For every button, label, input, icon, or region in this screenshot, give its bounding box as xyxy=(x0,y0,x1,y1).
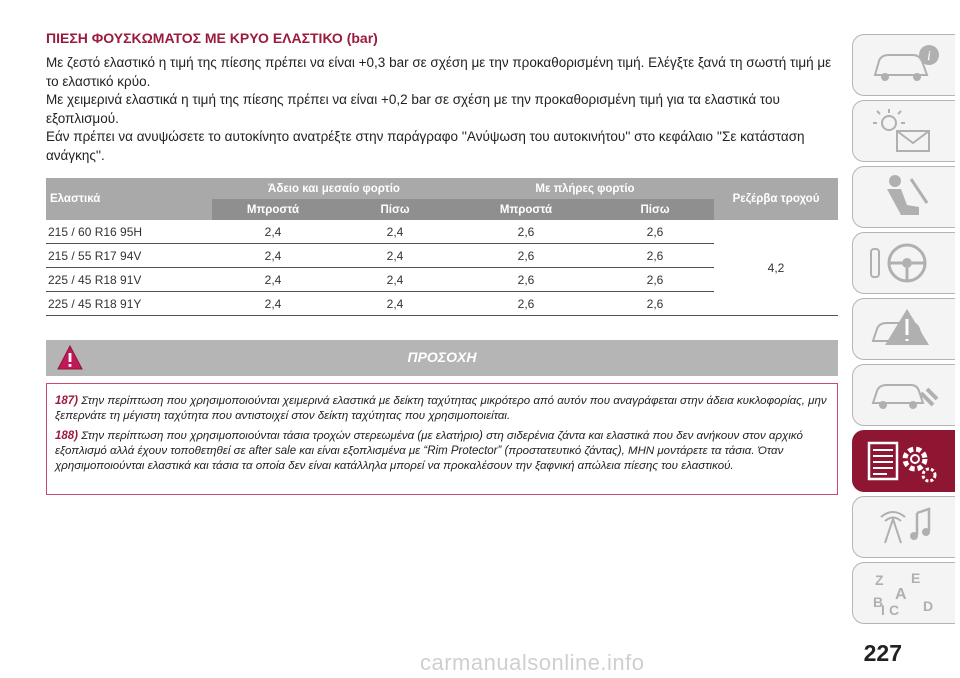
tire-pressure-table xyxy=(46,178,838,316)
pressure-full-front: 2,6 xyxy=(456,244,596,268)
steering-wheel-icon xyxy=(867,239,941,287)
svg-text:C: C xyxy=(889,602,900,617)
sidebar-tab-warning-lights[interactable] xyxy=(852,100,955,162)
svg-text:E: E xyxy=(911,570,921,586)
header-spare-wheel: Ρεζέρβα τροχού xyxy=(714,178,838,220)
svg-text:Z: Z xyxy=(875,572,884,588)
warning-title: ΠΡΟΣΟΧΗ xyxy=(407,349,477,365)
pressure-full-rear: 2,6 xyxy=(596,268,714,292)
warning-header xyxy=(46,340,838,376)
pressure-empty-front: 2,4 xyxy=(212,292,334,316)
sidebar-tab-maintenance[interactable] xyxy=(852,364,955,426)
pressure-empty-front: 2,4 xyxy=(212,220,334,244)
svg-text:I: I xyxy=(881,602,885,617)
car-info-icon xyxy=(867,41,941,89)
watermark: carmanualsonline.info xyxy=(420,650,645,675)
svg-text:B: B xyxy=(873,594,884,610)
pressure-full-rear: 2,6 xyxy=(596,220,714,244)
header-empty-front: Μπροστά xyxy=(212,199,334,220)
warning-note-187 xyxy=(55,394,829,424)
seat-safety-icon xyxy=(867,173,941,221)
header-empty-rear: Πίσω xyxy=(334,199,456,220)
tire-size: 215 / 60 R16 95H xyxy=(46,220,212,244)
sidebar-tab-driving[interactable] xyxy=(852,232,955,294)
sidebar-tab-technical-data[interactable] xyxy=(852,430,955,492)
pressure-empty-rear: 2,4 xyxy=(334,220,456,244)
note-number: 187) xyxy=(55,395,79,407)
paragraph-hot-tire: Με ζεστό ελαστικό η τιμή της πίεσης πρέπει να είναι +0,3 bar σε σχέση με την προκαθορισμένη τιμή. Ελέγξτε ξανά τη σωστή τιμή με το ελαστικό κρύο. xyxy=(46,55,832,89)
car-maintenance-icon xyxy=(867,371,941,419)
header-empty-load: Άδειο και μεσαίο φορτίο xyxy=(212,178,456,199)
sidebar-tab-car-info[interactable] xyxy=(852,34,955,96)
note-number: 188) xyxy=(55,430,79,442)
pressure-full-rear: 2,6 xyxy=(596,292,714,316)
page-heading: ΠΙΕΣΗ ΦΟΥΣΚΩΜΑΤΟΣ ΜΕ ΚΡΥΟ ΕΛΑΣΤΙΚΟ (bar) xyxy=(46,30,378,46)
multimedia-icon xyxy=(867,503,941,551)
page-number: 227 xyxy=(863,640,902,666)
pressure-empty-rear: 2,4 xyxy=(334,292,456,316)
spare-wheel-pressure: 4,2 xyxy=(714,220,838,316)
header-tires: Ελαστικά xyxy=(46,178,212,220)
header-full-rear: Πίσω xyxy=(596,199,714,220)
note-text: Στην περίπτωση που χρησιμοποιούνται τάσια τροχών στερεωμένα (με ελατήριο) στη σιδερένια ζάντα και ελαστικά που δεν ανήκουν στον αρχικό εξοπλισμό αλλά έχουν τοποθετηθεί σε after sale και είναι εξοπλισμένα με “Rim Protector” (προστατευτικό ζάντας), ΜΗΝ μοντάρετε τα τάσια. Όταν χρησιμοποιούνται ελαστικά και τάσια τα οποία δεν είναι κατάλληλα μπορεί να προκαλέσουν την ξαφνική απώλεια πίεσης του ελαστικού. xyxy=(55,430,803,472)
warning-lights-icon xyxy=(867,107,941,155)
sidebar-tab-emergency[interactable] xyxy=(852,298,955,360)
pressure-full-front: 2,6 xyxy=(456,292,596,316)
table-row xyxy=(46,220,838,244)
svg-text:A: A xyxy=(895,586,907,603)
warning-note-188 xyxy=(55,429,829,474)
pressure-empty-rear: 2,4 xyxy=(334,268,456,292)
svg-text:i: i xyxy=(927,49,931,64)
header-full-front: Μπροστά xyxy=(456,199,596,220)
sidebar-tab-safety[interactable] xyxy=(852,166,955,228)
pressure-empty-front: 2,4 xyxy=(212,268,334,292)
note-text: Στην περίπτωση που χρησιμοποιούνται χειμερινά ελαστικά με δείκτη ταχύτητας μικρότερο από αυτόν που αναγράφεται στην άδεια κυκλοφορίας, μην ξεπερνάτε τη μέγιστη ταχύτητα που αντιστοιχεί στον δείκτη ταχύτητας που χρησιμοποιείται. xyxy=(55,395,827,422)
sidebar-tab-multimedia[interactable] xyxy=(852,496,955,558)
svg-text:D: D xyxy=(923,598,934,614)
emergency-icon xyxy=(867,305,941,353)
pressure-empty-front: 2,4 xyxy=(212,244,334,268)
main-content xyxy=(46,30,838,165)
pressure-full-rear: 2,6 xyxy=(596,244,714,268)
warning-box xyxy=(46,383,838,495)
technical-data-icon xyxy=(867,437,941,485)
tire-size: 225 / 45 R18 91Y xyxy=(46,292,212,316)
sidebar-tab-index[interactable] xyxy=(852,562,955,624)
index-icon xyxy=(867,569,941,617)
paragraph-winter-tire: Με χειμερινά ελαστικά η τιμή της πίεσης πρέπει να είναι +0,2 bar σε σχέση με την προκαθορισμένη τιμή για τα ελαστικά του εξοπλισμού. xyxy=(46,92,780,126)
tire-size: 215 / 55 R17 94V xyxy=(46,244,212,268)
header-full-load: Με πλήρες φορτίο xyxy=(456,178,714,199)
tire-size: 225 / 45 R18 91V xyxy=(46,268,212,292)
pressure-full-front: 2,6 xyxy=(456,268,596,292)
paragraph-lifting: Εάν πρέπει να ανυψώσετε το αυτοκίνητο ανατρέξτε στην παράγραφο ''Ανύψωση του αυτοκινήτου'' στο κεφάλαιο ''Σε κατάσταση ανάγκης''. xyxy=(46,129,805,163)
pressure-empty-rear: 2,4 xyxy=(334,244,456,268)
pressure-full-front: 2,6 xyxy=(456,220,596,244)
